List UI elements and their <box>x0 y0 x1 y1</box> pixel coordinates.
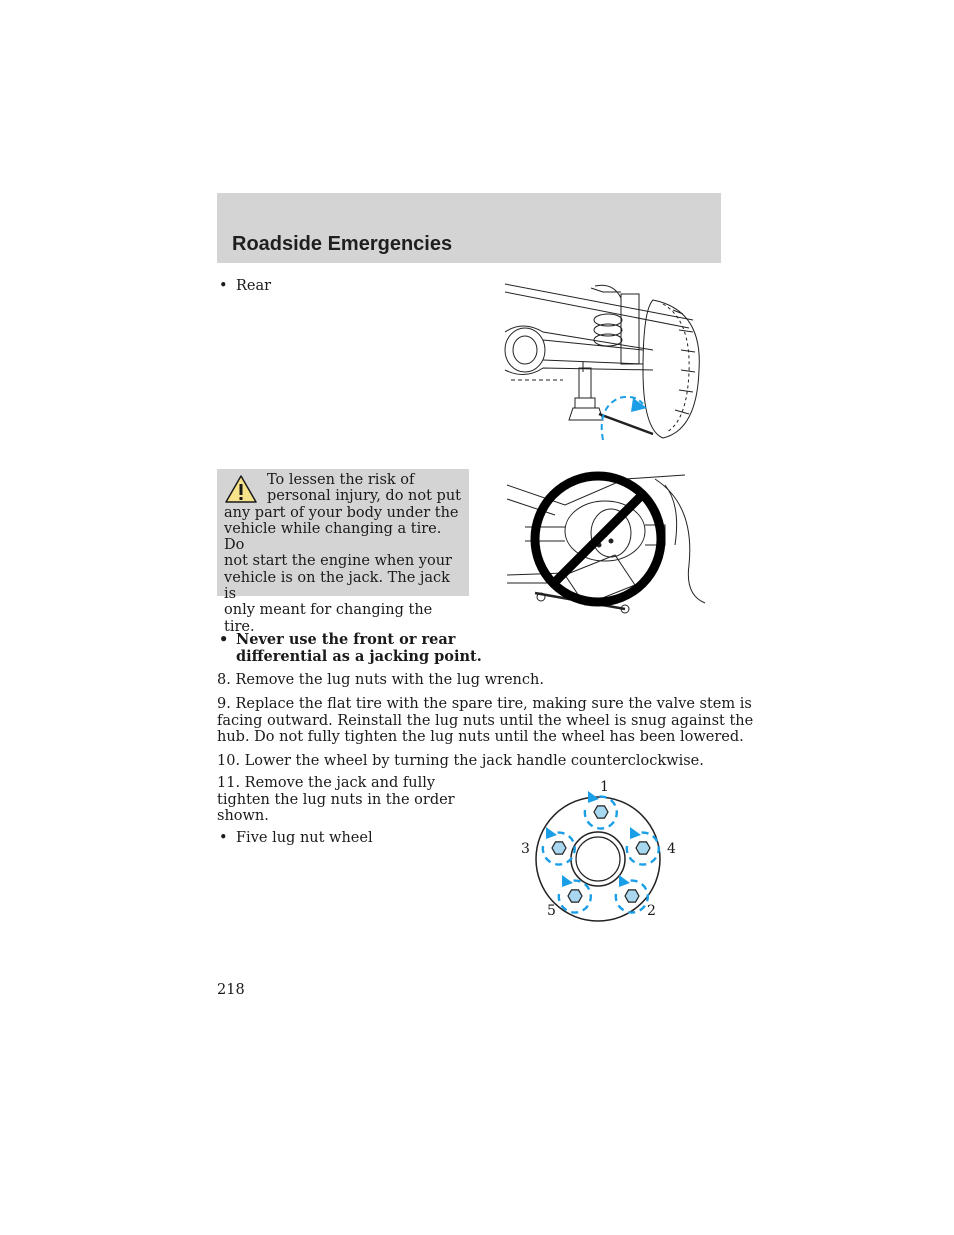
warning-line-6: vehicle is on the jack. The jack is <box>224 569 450 603</box>
section-title: Roadside Emergencies <box>232 233 453 255</box>
lug-label-3: 3 <box>521 841 530 857</box>
step-9-line-3: hub. Do not fully tighten the lug nuts until the wheel has been lowered. <box>217 729 744 745</box>
lug-nut-3 <box>552 842 566 854</box>
wheel-hub-inner <box>576 837 620 881</box>
lug-nut-4 <box>636 842 650 854</box>
step-11-line-3: shown. <box>217 808 269 824</box>
bullet-mark: • <box>219 830 228 846</box>
differential-line-2: differential as a jacking point. <box>236 647 482 665</box>
rear-bullet-item <box>219 278 271 295</box>
step-11-line-1: 11. Remove the jack and fully <box>217 775 436 791</box>
page-number: 218 <box>217 982 245 998</box>
warning-line-4: vehicle while changing a tire. Do <box>224 520 442 554</box>
lug-label-4: 4 <box>667 841 676 857</box>
step-9-line-1: 9. Replace the flat tire with the spare tire, making sure the valve stem is <box>217 696 752 712</box>
bullet-mark: • <box>219 278 228 294</box>
warning-line-3: any part of your body under the <box>224 504 459 521</box>
rear-jacking-illustration <box>503 280 703 445</box>
lug-label-2: 2 <box>647 903 656 919</box>
differential-warning-bullet <box>219 632 482 665</box>
lug-nut-1 <box>594 806 608 818</box>
warning-line-7: only meant for changing the tire. <box>224 602 433 635</box>
lug-label-5: 5 <box>547 903 556 919</box>
warning-line-1: To lessen the risk of <box>267 472 415 488</box>
warning-line-2: personal injury, do not put <box>267 488 461 505</box>
step-8: 8. Remove the lug nuts with the lug wrench. <box>217 672 544 688</box>
five-lug-bullet-item <box>219 830 373 847</box>
step-11-line-2: tighten the lug nuts in the order <box>217 791 455 808</box>
step-9 <box>217 696 753 746</box>
differential-line-1: Never use the front or rear <box>236 631 456 648</box>
lug-nut-2 <box>625 890 639 902</box>
rear-label: Rear <box>236 278 272 294</box>
bullet-mark: • <box>219 631 229 648</box>
five-lug-label: Five lug nut wheel <box>236 830 373 846</box>
do-not-jack-differential-illustration <box>505 465 710 620</box>
step-9-line-2: facing outward. Reinstall the lug nuts until the wheel is snug against the <box>217 712 754 729</box>
lug-nut-5 <box>568 890 582 902</box>
step-10: 10. Lower the wheel by turning the jack handle counterclockwise. <box>217 753 704 769</box>
lug-label-1: 1 <box>600 779 609 795</box>
warning-line-5: not start the engine when your <box>224 553 452 570</box>
lug-nut-sequence-diagram <box>510 775 690 930</box>
step-11 <box>217 775 455 825</box>
warning-text <box>224 472 464 635</box>
